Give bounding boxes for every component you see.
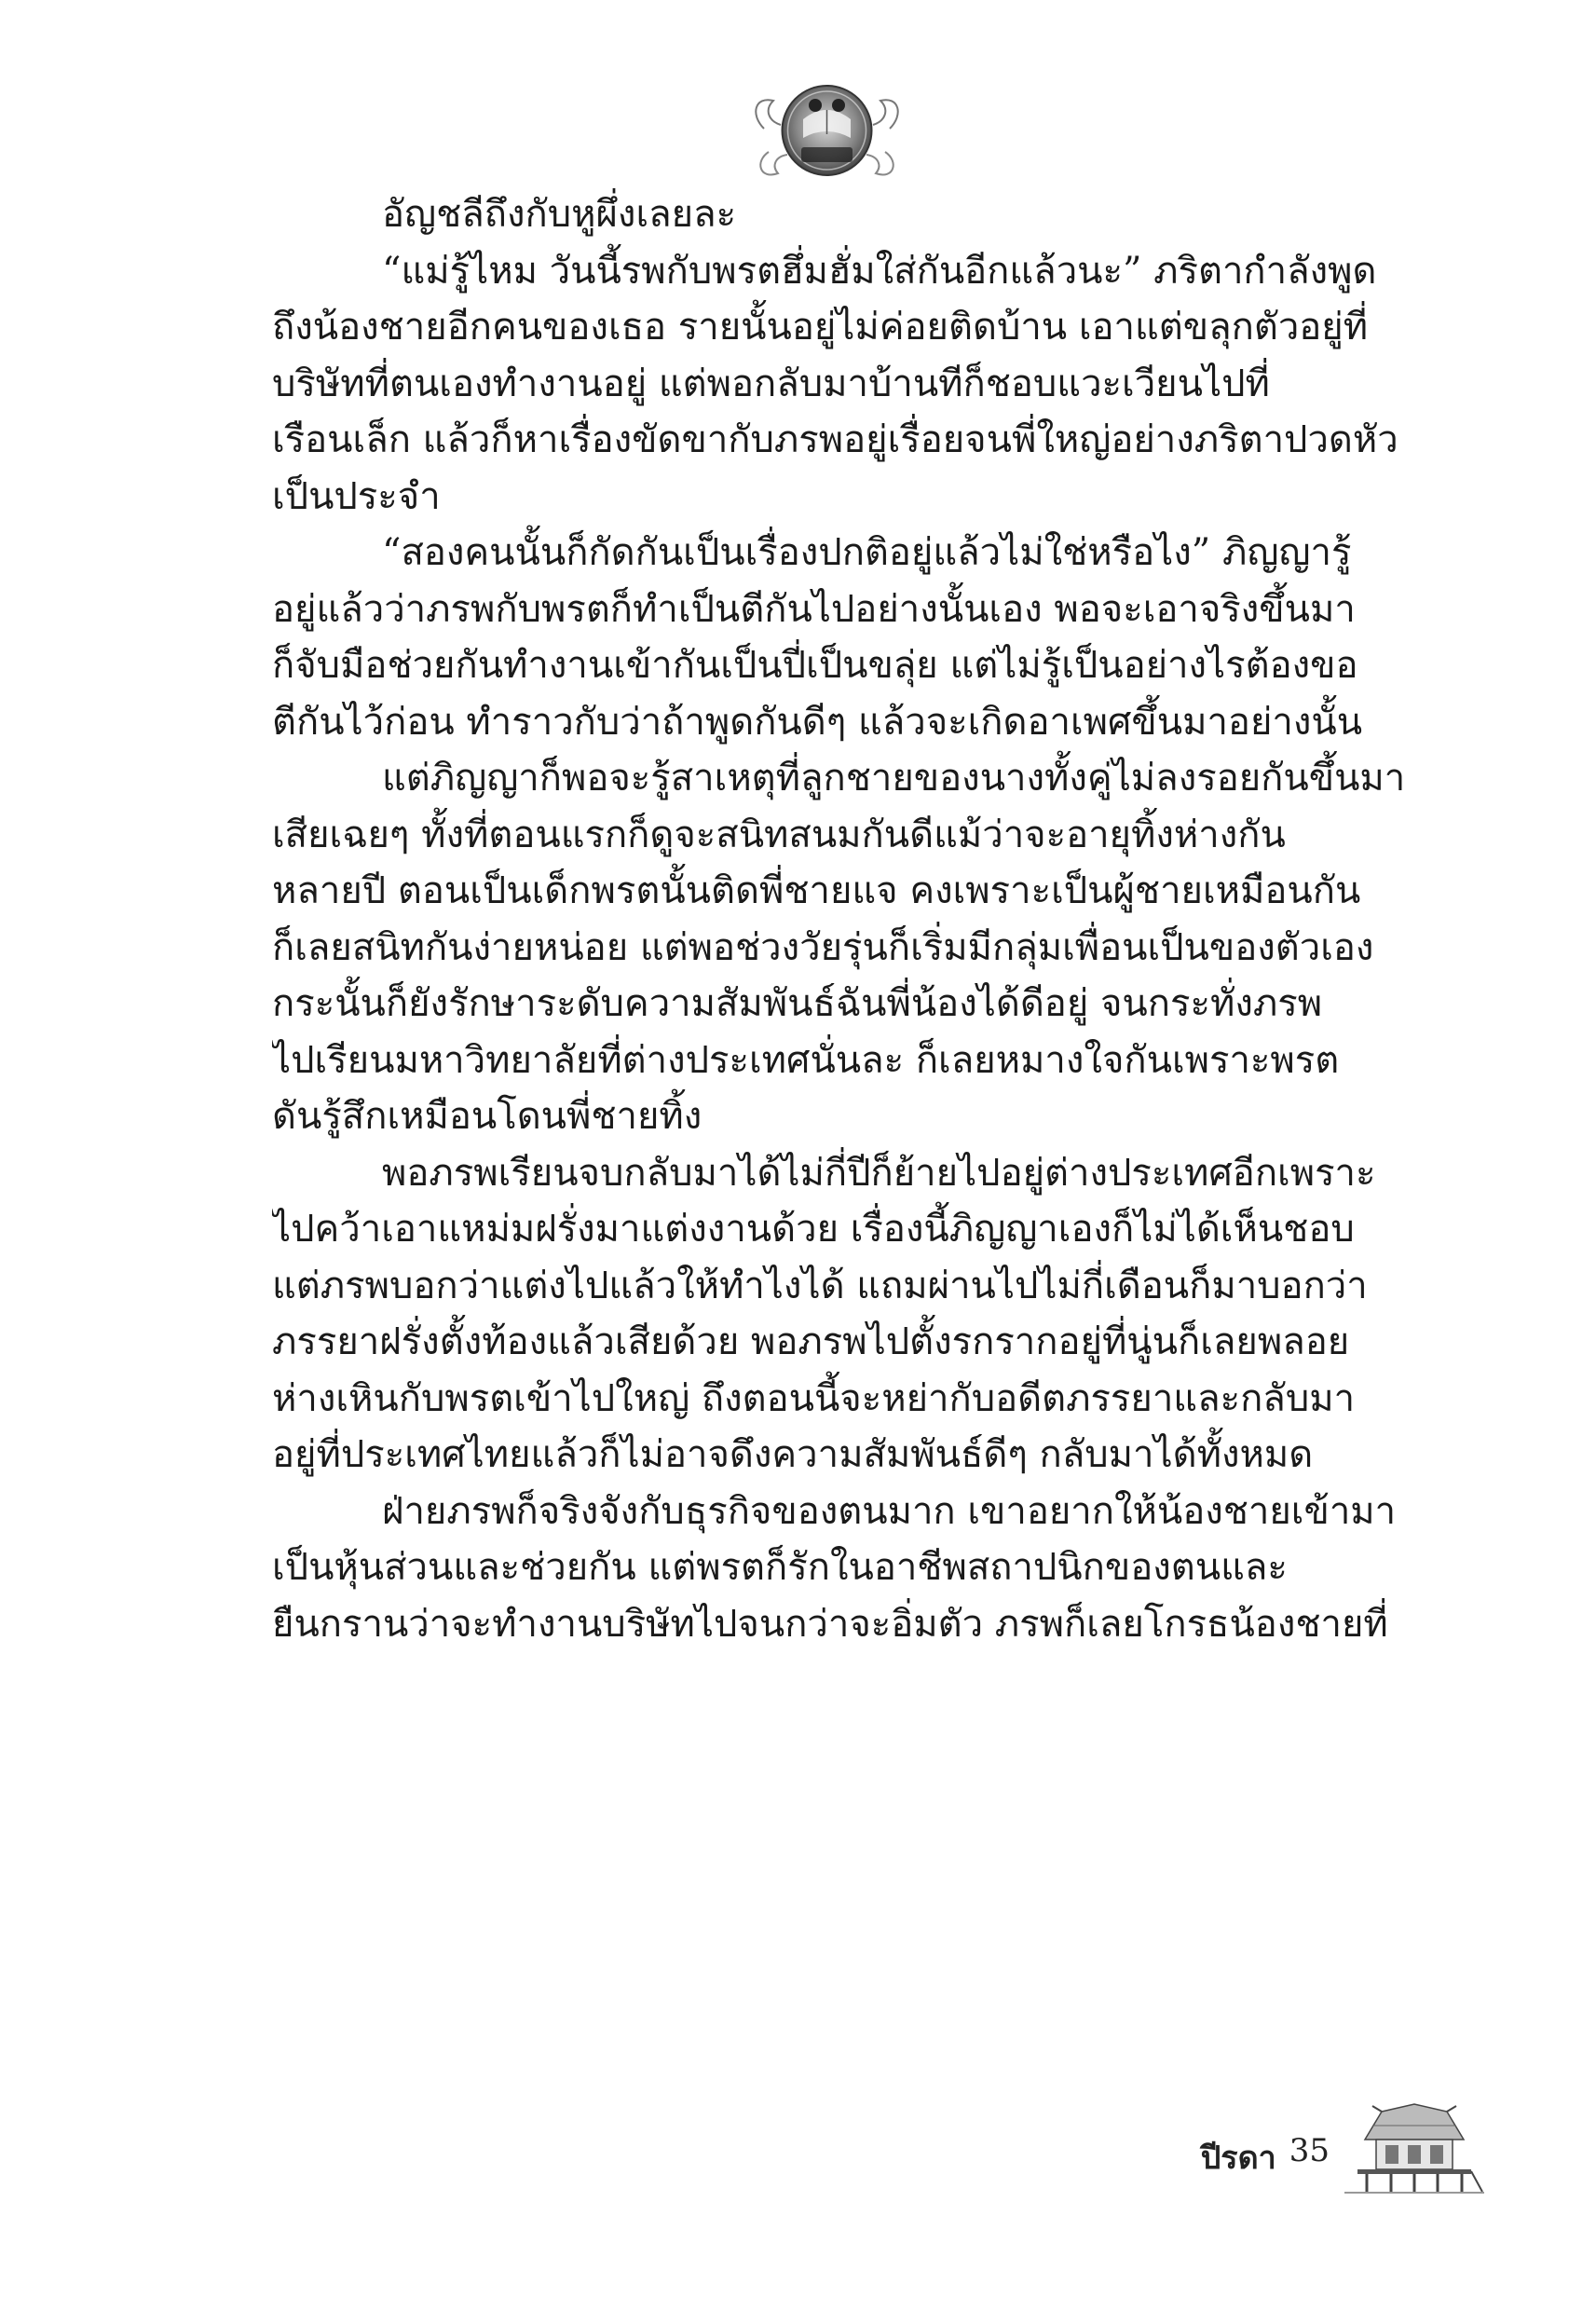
text-line: แต่ภรพบอกว่าแต่งไปแล้วให้ทำไงได้ แถมผ่านไปไม่กี่เดือนก็มาบอกว่า (272, 1264, 1368, 1307)
page-footer (1201, 2102, 1484, 2195)
footer-text (1201, 2132, 1330, 2195)
text-line: เป็นหุ้นส่วนและช่วยกัน แต่พรตก็รักในอาชีพสถาปนิกของตนและ (272, 1546, 1288, 1589)
text-line: ไปคว้าเอาแหม่มฝรั่งมาแต่งงานด้วย เรื่องนี้ภิญญาเองก็ไม่ได้เห็นชอบ (272, 1208, 1355, 1251)
text-line: เสียเฉยๆ ทั้งที่ตอนแรกก็ดูจะสนิทสนมกันดีแม้ว่าจะอายุทิ้งห่างกัน (272, 813, 1286, 856)
text-line: ถึงน้องชายอีกคนของเธอ รายนั้นอยู่ไม่ค่อยติดบ้าน เอาแต่ขลุกตัวอยู่ที่ (272, 306, 1369, 349)
text-line: ไปเรียนมหาวิทยาลัยที่ต่างประเทศนั่นละ ก็เลยหมางใจกันเพราะพรต (272, 1038, 1340, 1082)
text-line: “แม่รู้ไหม วันนี้รพกับพรตฮึ่มฮั่มใส่กันอีกแล้วนะ” ภริตากำลังพูด (382, 249, 1377, 293)
page-number: 35 (1289, 2132, 1330, 2169)
text-line: เรือนเล็ก แล้วก็หาเรื่องขัดขากับภรพอยู่เรื่อยจนพี่ใหญ่อย่างภริตาปวดหัว (272, 418, 1398, 461)
text-line: ตีกันไว้ก่อน ทำราวกับว่าถ้าพูดกันดีๆ แล้วจะเกิดอาเพศขึ้นมาอย่างนั้น (272, 700, 1363, 744)
thai-house-icon (1344, 2102, 1484, 2195)
text-line: เป็นประจำ (272, 474, 441, 518)
text-line: ยืนกรานว่าจะทำงานบริษัทไปจนกว่าจะอิ่มตัว ภรพก็เลยโกรธน้องชายที่ (272, 1602, 1388, 1646)
text-line: แต่ภิญญาก็พอจะรู้สาเหตุที่ลูกชายของนางทั้งคู่ไม่ลงรอยกันขึ้นมา (382, 757, 1406, 800)
text-line: ก็เลยสนิทกันง่ายหน่อย แต่พอช่วงวัยรุ่นก็เริ่มมีกลุ่มเพื่อนเป็นของตัวเอง (272, 925, 1374, 969)
text-line: “สองคนนั้นก็กัดกันเป็นเรื่องปกติอยู่แล้วไม่ใช่หรือไง” ภิญญารู้ (382, 531, 1352, 574)
text-line: ฝ่ายภรพก็จริงจังกับธุรกิจของตนมาก เขาอยากให้น้องชายเข้ามา (382, 1489, 1397, 1533)
text-line: ดันรู้สึกเหมือนโดนพี่ชายทิ้ง (272, 1095, 703, 1138)
text-line: อยู่ที่ประเทศไทยแล้วก็ไม่อาจดึงความสัมพันธ์ดีๆ กลับมาได้ทั้งหมด (272, 1433, 1314, 1476)
text-line: อัญชลีถึงกับหูผึ่งเลยละ (382, 193, 737, 236)
text-line: ภรรยาฝรั่งตั้งท้องแล้วเสียด้วย พอภรพไปตั้งรกรากอยู่ที่นู่นก็เลยพลอย (272, 1320, 1350, 1363)
text-line: บริษัทที่ตนเองทำงานอยู่ แต่พอกลับมาบ้านทีก็ชอบแวะเวียนไปที่ (272, 362, 1270, 405)
book-title: ปีรดา (1200, 2140, 1276, 2177)
text-line: ก็จับมือช่วยกันทำงานเข้ากันเป็นปี่เป็นขลุ่ย แต่ไม่รู้เป็นอย่างไรต้องขอ (272, 644, 1358, 687)
body-text (272, 186, 1432, 1652)
text-line: อยู่แล้วว่าภรพกับพรตก็ทำเป็นตีกันไปอย่างนั้นเอง พอจะเอาจริงขึ้นมา (272, 587, 1356, 631)
text-line: ห่างเหินกับพรตเข้าไปใหญ่ ถึงตอนนี้จะหย่ากับอดีตภรรยาและกลับมา (272, 1376, 1356, 1420)
publisher-emblem-icon (745, 63, 908, 189)
text-line: พอภรพเรียนจบกลับมาได้ไม่กี่ปีก็ย้ายไปอยู่ต่างประเทศอีกเพราะ (382, 1151, 1376, 1195)
text-line: หลายปี ตอนเป็นเด็กพรตนั้นติดพี่ชายแจ คงเพราะเป็นผู้ชายเหมือนกัน (272, 869, 1361, 912)
text-line: กระนั้นก็ยังรักษาระดับความสัมพันธ์ฉันพี่น้องได้ดีอยู่ จนกระทั่งภรพ (272, 982, 1323, 1025)
